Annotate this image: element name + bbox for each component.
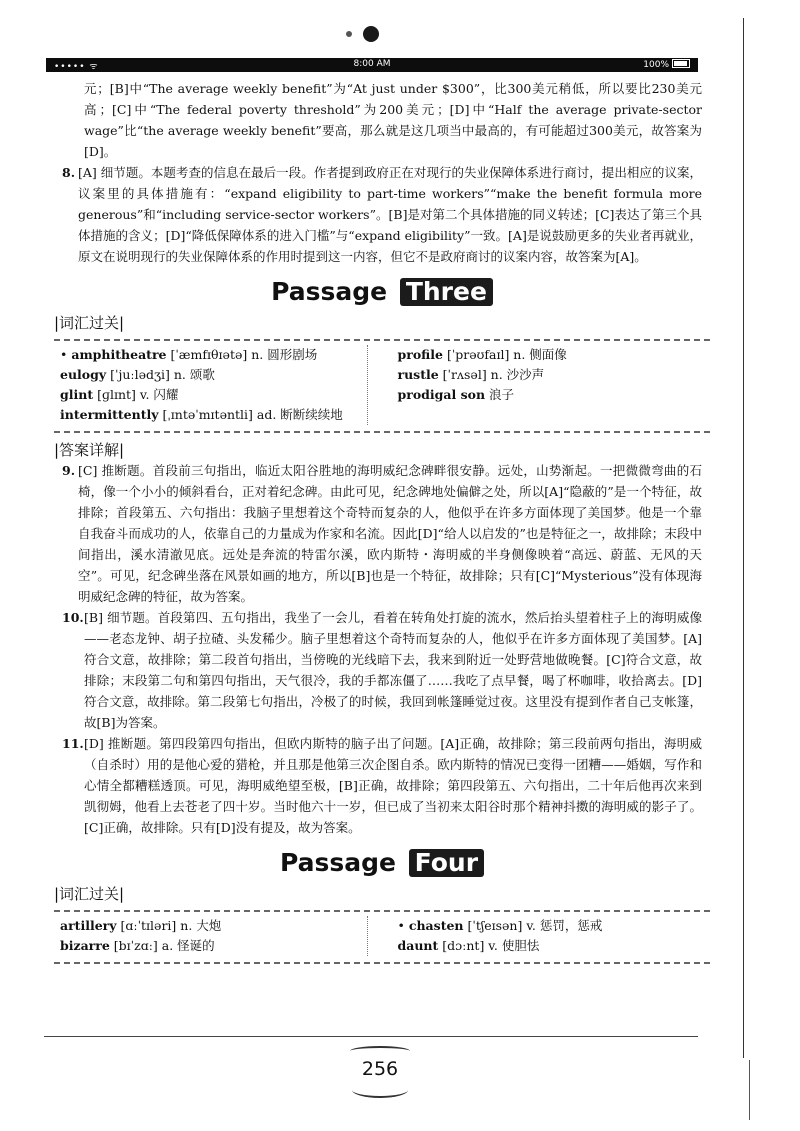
vocab-def: 浪子	[489, 387, 515, 402]
q9-answer	[62, 460, 702, 607]
answers-heading-3: |答案详解|	[54, 441, 125, 459]
page-number-ornament-bottom	[352, 1082, 408, 1098]
vocab-entry	[398, 936, 705, 956]
q11-text: [D] 推断题。第四段第四句指出，但欧内斯特的脑子出了问题。[A]正确，故排除；第三段前两句指出，海明威（自杀时）用的是他心爱的猎枪，并且那是他第三次企图自杀。欧内斯特的情况已变得一团糟——婚姻，写作和心情全都糟糕透顶。可见，海明威绝望至极，[B]正确，故排除；第四段第五、六句指出，二十年后他再次来到凯彻姆，他看上去苍老了四十岁。当时他六十一岁，但已成了当初来太阳谷时那个精神抖擞的海明威的影子了。[C]正确，故排除。只有[D]没有提及，故为答案。	[84, 736, 702, 835]
passage-three-word: Three	[400, 278, 493, 306]
page-edge-line-lower	[749, 1060, 750, 1120]
camera-lens-small	[346, 31, 352, 37]
vocab-def: [ˈjuːlədʒi] n. 颂歌	[110, 367, 215, 382]
q8-text: [A] 细节题。本题考查的信息在最后一段。作者提到政府正在对现行的失业保障体系进行商讨，提出相应的议案，议案里的具体措施有：“expand eligibility to part-time workers”“make the benefit formula more generous”和“including service-sector workers”。[B]是对第二个具体措施的同义转述；[C]表达了第三个具体措施的含义；[D]“降低保障体系的进入门槛”与“expand eligibility”一致。[A]是说鼓励更多的失业者再就业，原文在说明现行的失业保障体系的作用时提到这一内容，但它不是政府商讨的议案内容，故答案为[A]。	[78, 165, 702, 264]
vocab-word: amphitheatre	[71, 347, 167, 362]
vocab-def: [ɑːˈtɪləri] n. 大炮	[120, 918, 222, 933]
vocab-def: [bɪˈzɑː] a. 怪诞的	[113, 938, 215, 953]
vocab-word: profile	[397, 347, 443, 362]
vocab-entry	[60, 365, 367, 385]
vocab-entry	[398, 365, 705, 385]
vocab-word: daunt	[397, 938, 439, 953]
vocab-def: [ˈæmfɪθɪətə] n. 圆形剧场	[170, 347, 318, 362]
passage-four-label: Passage	[279, 848, 396, 877]
vocab-word: artillery	[60, 918, 117, 933]
vocab-box-3	[54, 339, 710, 433]
q9-text: [C] 推断题。首段前三句指出，临近太阳谷胜地的海明威纪念碑畔很安静。远处，山势渐起。一把微微弯曲的石椅，像一个小小的倾斜看台，正对着纪念碑。由此可见，纪念碑地处偏僻之处，所以[A]“隐蔽的”是一个特征，故排除；首段第五、六句指出：我脑子里想着这个奇特而复杂的人，他似乎在许多方面体现了美国梦。他是一个靠自我奋斗而成功的人，依靠自己的力量成为作家和名流。因此[D]“给人以启发的”也是特征之一，故排除；末段中间指出，溪水清澈见底。远处是奔流的特雷尔溪，欧内斯特・海明威的半身侧像映着“高远、蔚蓝、无风的天空”。可见，纪念碑坐落在风景如画的地方，所以[B]也是一个特征，故排除；只有[C]“Mysterious”没有体现海明威纪念碑的特征，故为答案。	[78, 463, 702, 604]
q11-answer	[62, 733, 702, 838]
bullet-mark: •	[60, 347, 68, 362]
vocab-col-left-3	[60, 345, 367, 425]
vocab-box-4	[54, 910, 710, 964]
vocab-word: chasten	[408, 918, 464, 933]
vocab-def: [ˈprəʊfaɪl] n. 侧面像	[446, 347, 567, 362]
vocab-def: [ˈrʌsəl] n. 沙沙声	[442, 367, 545, 382]
vocab-col-right-3	[367, 345, 705, 425]
q8-answer	[62, 162, 702, 267]
page-number: 256	[361, 1058, 399, 1080]
footer-rule	[44, 1036, 698, 1037]
q11-number: 11.	[62, 736, 84, 751]
passage-four-title	[62, 848, 702, 877]
vocab-col-left-4	[60, 916, 367, 956]
vocab-entry	[60, 916, 367, 936]
vocab-entry	[398, 345, 705, 365]
vocab-def: [ˌɪntəˈmɪtəntli] ad. 断断续续地	[162, 407, 343, 422]
vocab-col-right-4	[367, 916, 705, 956]
q10-number: 10.	[62, 610, 84, 625]
q10-answer	[62, 607, 702, 733]
q10-text: [B] 细节题。首段第四、五句指出，我坐了一会儿，看着在转角处打旋的流水，然后抬头望着柱子上的海明威像——老态龙钟、胡子拉碴、头发稀少。脑子里想着这个奇特而复杂的人，他似乎在许多方面体现了美国梦。[A]符合文意，故排除；第二段首句指出，当傍晚的光线暗下去，我来到附近一处野营地做晚餐。[C]符合文意，故排除；末段第二句和第四句指出，天气很冷，我的手都冻僵了……我吃了点早餐，喝了杯咖啡，收拾离去。[D]符合文意，故排除。第二段第七句指出，冷极了的时候，我回到帐篷睡觉过夜。这里没有提到作者自己支帐篷，故[B]为答案。	[84, 610, 702, 730]
battery-percent: 100%	[643, 60, 669, 70]
page-content	[54, 78, 702, 970]
vocab-def: [dɔːnt] v. 使胆怯	[442, 938, 540, 953]
status-time: 8:00 AM	[353, 59, 391, 69]
vocab-word: prodigal son	[397, 387, 486, 402]
vocab-word: bizarre	[60, 938, 110, 953]
signal-wifi-indicator: ••••• ᯤ	[54, 62, 99, 72]
battery-icon	[672, 59, 690, 68]
passage-three-title	[62, 277, 702, 306]
battery-indicator	[643, 59, 690, 70]
vocab-word: glint	[60, 387, 94, 402]
status-bar	[46, 58, 698, 72]
camera-lens	[363, 26, 379, 42]
vocab-word: rustle	[397, 367, 439, 382]
vocab-heading-3: |词汇过关|	[54, 314, 125, 332]
vocab-entry	[60, 385, 367, 405]
vocab-entry	[60, 936, 367, 956]
vocab-word: intermittently	[60, 407, 159, 422]
passage-three-label: Passage	[271, 277, 388, 306]
vocab-def: [ɡlɪnt] v. 闪耀	[97, 387, 179, 402]
vocab-entry	[60, 405, 367, 425]
page-edge-line	[743, 18, 744, 1058]
q9-number: 9.	[62, 463, 76, 478]
q8-number: 8.	[62, 165, 76, 180]
q7-answer-tail: 元；[B]中“The average weekly benefit”为“At just under $300”，比300美元稍低，所以要比230美元高；[C]中“The federal poverty threshold”为200美元；[D]中“Half the average private-sector wage”比“the average weekly benefit”要高，那么就是这几项当中最高的，有可能超过300美元，故答案为[D]。	[84, 81, 702, 159]
vocab-entry	[60, 345, 367, 365]
vocab-def: [ˈtʃeɪsən] v. 惩罚，惩戒	[467, 918, 603, 933]
page-number-ornament-top	[350, 1046, 410, 1056]
vocab-entry	[398, 916, 705, 936]
bullet-mark: •	[397, 918, 405, 933]
vocab-heading-4: |词汇过关|	[54, 885, 125, 903]
vocab-entry	[398, 385, 705, 405]
vocab-word: eulogy	[60, 367, 107, 382]
passage-four-word: Four	[409, 849, 484, 877]
